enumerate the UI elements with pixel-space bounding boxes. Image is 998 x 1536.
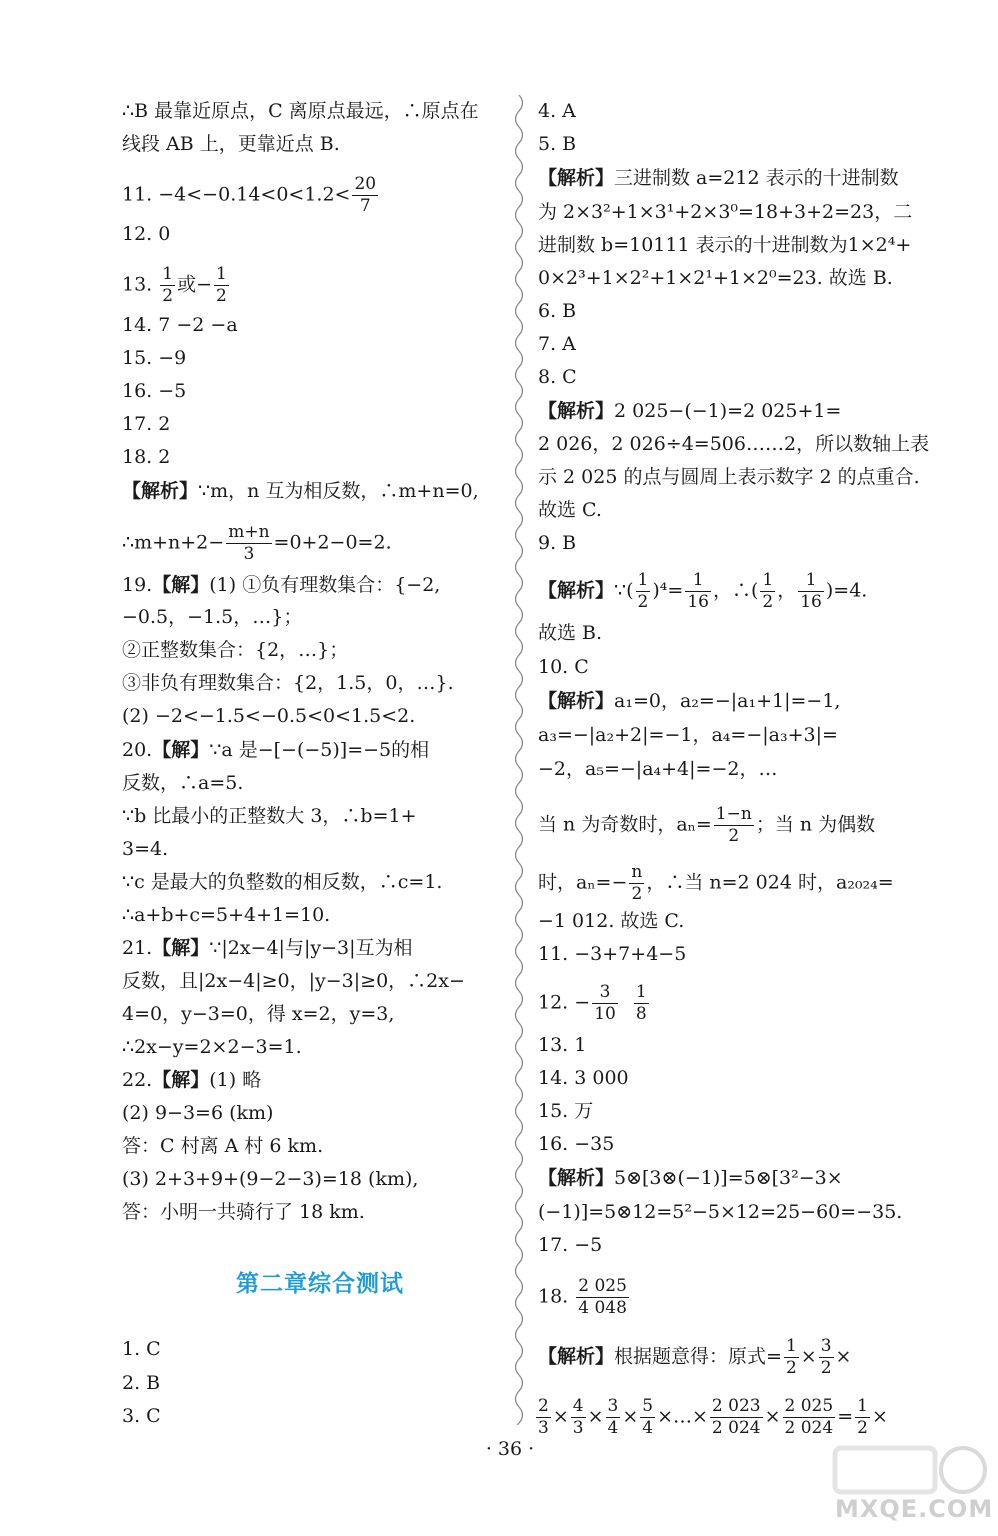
text-line xyxy=(534,1398,888,1437)
fraction xyxy=(606,1398,621,1437)
text-line: 答：小明一共骑行了 18 km. xyxy=(122,1201,365,1223)
numerator: 1 xyxy=(216,264,227,284)
fraction xyxy=(592,984,618,1023)
numerator: 2 023 xyxy=(711,1396,761,1416)
denominator: 2 xyxy=(637,592,649,612)
analysis-text: ∴m+n+2− xyxy=(122,531,225,554)
answer-4: 4. A xyxy=(538,100,576,122)
solution-tag: 【解】 xyxy=(152,937,210,959)
fraction xyxy=(685,572,711,611)
page-number: · 36 · xyxy=(485,1438,535,1460)
answer-number: 19. xyxy=(122,574,153,596)
answer-13 xyxy=(122,266,231,305)
numerator: 3 xyxy=(607,1396,619,1416)
denominator: 3 xyxy=(572,1418,584,1438)
answer-22 xyxy=(122,1067,261,1093)
fraction xyxy=(760,572,775,611)
text-line: ∴2x−y=2×2−3=1. xyxy=(122,1036,302,1058)
answer-text: 11. −4<−0.14<0<1.2< xyxy=(122,183,351,206)
analysis-text: 根据题意得：原式= xyxy=(614,1345,782,1368)
answer-12: 12. 0 xyxy=(122,223,171,245)
answer-13: 13. 1 xyxy=(538,1034,587,1056)
analysis-text: ， xyxy=(777,579,797,602)
answer-19 xyxy=(122,572,440,598)
analysis-tag: 【解析】 xyxy=(538,167,615,189)
answer-15: 15. −9 xyxy=(122,347,187,369)
numerator: 2 025 xyxy=(578,1276,627,1296)
analysis-tag: 【解析】 xyxy=(538,1345,615,1368)
fraction xyxy=(571,1398,586,1437)
denominator: 2 xyxy=(820,1358,832,1378)
numerator: 1 xyxy=(857,1396,868,1416)
fraction xyxy=(536,1398,551,1437)
numerator: 1 xyxy=(637,570,649,590)
fraction xyxy=(352,176,378,215)
text-line: ∵b 比最小的正整数大 3，∴b=1+ xyxy=(122,805,417,827)
numerator: 1 xyxy=(785,1336,797,1356)
text-line: −2，a₅=−|a₄+4|=−2，… xyxy=(538,758,778,780)
fraction xyxy=(634,984,649,1023)
operator: × xyxy=(800,1345,817,1368)
answer-7: 7. A xyxy=(538,333,576,355)
answer-text: ∵|2x−4|与|y−3|互为相 xyxy=(209,937,413,959)
answer-15: 15. 万 xyxy=(538,1100,594,1122)
answer-text: (1) ①负有理数集合：{−2, xyxy=(209,574,441,596)
numerator: 1 xyxy=(685,572,711,592)
analysis-text: ，∴( xyxy=(712,579,759,602)
text-line: ∴B 最靠近原点，C 离原点最远，∴原点在 xyxy=(122,100,479,122)
denominator: 8 xyxy=(635,1004,647,1024)
text-line xyxy=(538,864,894,903)
denominator: 16 xyxy=(687,592,709,612)
analysis-text: )⁴= xyxy=(652,579,684,602)
answer-text: 12. − xyxy=(538,991,591,1014)
text-line xyxy=(538,806,875,845)
denominator: 2 024 xyxy=(711,1418,761,1438)
answer-18-analysis-2 xyxy=(122,524,392,563)
text-line: (3) 2+3+9+(9−2−3)=18 (km), xyxy=(122,1168,419,1190)
fraction xyxy=(819,1338,834,1377)
analysis-text: 三进制数 a=212 表示的十进制数 xyxy=(614,167,899,189)
answer-5-analysis xyxy=(538,165,899,191)
chapter-title: 第二章综合测试 xyxy=(236,1271,404,1297)
chapter2-answer-1: 1. C xyxy=(122,1338,161,1360)
denominator: 2 xyxy=(162,286,174,306)
answer-text: ∵a 是−[−(−5)]=−5的相 xyxy=(209,739,430,761)
fraction xyxy=(783,1398,836,1437)
denominator: 7 xyxy=(359,196,371,216)
chapter2-answer-2: 2. B xyxy=(122,1372,161,1394)
text-line: ②正整数集合：{2，…}； xyxy=(122,639,349,661)
text-line: a₃=−|a₂+2|=−1，a₄=−|a₃+3|= xyxy=(538,724,838,746)
answer-18-analysis xyxy=(122,478,479,504)
denominator: 4 xyxy=(607,1418,619,1438)
denominator: 2 xyxy=(216,286,227,306)
text-line: 答：C 村离 A 村 6 km. xyxy=(122,1135,324,1157)
analysis-text: ∵m，n 互为相反数，∴m+n=0, xyxy=(198,480,479,502)
text-line: 0×2³+1×2²+1×2¹+1×2⁰=23. 故选 B. xyxy=(538,267,893,289)
answer-number: 13. xyxy=(122,273,153,296)
fraction xyxy=(214,266,229,305)
text-line: 3=4. xyxy=(122,838,169,860)
text-line: 反数，且|2x−4|≥0，|y−3|≥0，∴2x− xyxy=(122,970,465,992)
text-line: −0.5，−1.5，…}； xyxy=(122,606,303,628)
analysis-text: a₁=0，a₂=−|a₁+1|=−1, xyxy=(614,690,841,712)
column-divider xyxy=(508,95,530,1425)
text-line: 为 2×3²+1×3¹+2×3⁰=18+3+2=23，二 xyxy=(538,201,913,223)
fraction xyxy=(576,1278,629,1317)
numerator: 3 xyxy=(592,984,618,1004)
analysis-tag: 【解析】 xyxy=(122,480,199,502)
text-line: (2) 9−3=6 (km) xyxy=(122,1102,274,1124)
text-line: 故选 B. xyxy=(538,622,603,644)
numerator: 2 025 xyxy=(784,1396,834,1416)
text-line: 故选 C. xyxy=(538,499,602,521)
text-line: 示 2 025 的点与圆周上表示数字 2 的点重合. xyxy=(538,466,920,488)
answer-18 xyxy=(538,1278,631,1317)
answer-number: 22. xyxy=(122,1069,153,1091)
analysis-tag: 【解析】 xyxy=(538,1167,615,1189)
text-line: 线段 AB 上，更靠近点 B. xyxy=(122,133,340,155)
operator: × xyxy=(622,1405,639,1428)
text-line: 2 026，2 026÷4=506……2，所以数轴上表 xyxy=(538,433,930,455)
text-line: 进制数 b=10111 表示的十进制数为1×2⁴+ xyxy=(538,234,912,256)
numerator: n xyxy=(631,862,643,882)
fraction xyxy=(714,806,754,845)
answer-8: 8. C xyxy=(538,366,577,388)
watermark-text: MXQE.COM xyxy=(835,1495,994,1523)
fraction xyxy=(855,1398,870,1437)
answer-14: 14. 3 000 xyxy=(538,1067,629,1089)
answer-12 xyxy=(538,984,651,1023)
fraction xyxy=(160,266,175,305)
answer-11: 11. −3+7+4−5 xyxy=(538,943,687,965)
numerator: 1 xyxy=(162,264,174,284)
denominator: 2 xyxy=(728,826,740,846)
denominator: 3 xyxy=(243,544,255,564)
solution-tag: 【解】 xyxy=(152,574,210,596)
analysis-text: =0+2−0=2. xyxy=(273,531,392,554)
analysis-text: ，∴当 n=2 024 时，a₂₀₂₄= xyxy=(646,871,894,894)
answer-14: 14. 7 −2 −a xyxy=(122,314,238,336)
denominator: 2 xyxy=(857,1418,868,1438)
operator: × xyxy=(552,1405,569,1428)
numerator: 1 xyxy=(798,572,824,592)
answer-10: 10. C xyxy=(538,656,589,678)
denominator: 4 048 xyxy=(578,1298,627,1318)
denominator: 2 024 xyxy=(784,1418,834,1438)
analysis-text: 时，aₙ=− xyxy=(538,871,628,894)
text-line: ∵c 是最大的负整数的相反数，∴c=1. xyxy=(122,871,443,893)
chapter2-answer-3: 3. C xyxy=(122,1405,161,1427)
answer-18-analysis xyxy=(538,1338,851,1377)
solution-tag: 【解】 xyxy=(152,739,210,761)
answer-20 xyxy=(122,737,429,763)
answer-number: 20. xyxy=(122,739,153,761)
analysis-text: ；当 n 为偶数 xyxy=(755,813,876,836)
fraction xyxy=(798,572,824,611)
analysis-tag: 【解析】 xyxy=(538,400,615,422)
denominator: 3 xyxy=(538,1418,549,1438)
fraction xyxy=(710,1398,763,1437)
operator: × xyxy=(764,1405,781,1428)
text-line: (2) −2<−1.5<−0.5<0<1.5<2. xyxy=(122,705,416,727)
numerator: m+n xyxy=(228,522,270,542)
analysis-text: 2 025−(−1)=2 025+1= xyxy=(614,400,842,422)
numerator: 1 xyxy=(635,982,647,1002)
answer-6: 6. B xyxy=(538,300,577,322)
analysis-tag: 【解析】 xyxy=(538,579,615,602)
numerator: 1 xyxy=(762,570,774,590)
text-line: ∴a+b+c=5+4+1=10. xyxy=(122,904,331,926)
answer-16: 16. −35 xyxy=(538,1133,615,1155)
numerator: 4 xyxy=(572,1396,584,1416)
operator: × xyxy=(871,1405,888,1428)
analysis-tag: 【解析】 xyxy=(538,690,615,712)
text-line: (−1)]=5⊗12=5²−5×12=25−60=−35. xyxy=(538,1201,903,1223)
denominator: 16 xyxy=(800,592,822,612)
analysis-text: 当 n 为奇数时，aₙ= xyxy=(538,813,712,836)
answer-text: (1) 略 xyxy=(209,1069,262,1091)
text-line: ③非负有理数集合：{2，1.5，0，…}. xyxy=(122,672,454,694)
answer-8-analysis xyxy=(538,398,841,424)
answer-5: 5. B xyxy=(538,133,577,155)
answer-11 xyxy=(122,176,380,215)
denominator: 10 xyxy=(594,1004,616,1024)
answer-9: 9. B xyxy=(538,532,577,554)
text-line: 4=0，y−3=0，得 x=2，y=3, xyxy=(122,1003,395,1025)
analysis-text: )=4. xyxy=(825,579,868,602)
text-line: −1 012. 故选 C. xyxy=(538,910,685,932)
answer-17: 17. −5 xyxy=(538,1234,603,1256)
operator: × xyxy=(835,1345,852,1368)
analysis-text: 5⊗[3⊗(−1)]=5⊗[3²−3× xyxy=(614,1167,843,1189)
fraction xyxy=(226,524,271,563)
fraction xyxy=(629,864,644,903)
answer-21 xyxy=(122,935,412,961)
answer-text: 或− xyxy=(177,273,213,296)
numerator: 2 xyxy=(538,1396,549,1416)
denominator: 2 xyxy=(785,1358,797,1378)
answer-number: 21. xyxy=(122,937,153,959)
numerator: 20 xyxy=(354,174,377,194)
fraction xyxy=(636,572,651,611)
operator: × xyxy=(587,1405,604,1428)
analysis-text: ∵( xyxy=(614,579,634,602)
fraction xyxy=(640,1398,655,1437)
answer-number: 18. xyxy=(538,1285,569,1308)
numerator: 3 xyxy=(820,1336,832,1356)
numerator: 1−n xyxy=(715,804,752,824)
answer-18: 18. 2 xyxy=(122,446,171,468)
denominator: 2 xyxy=(631,884,643,904)
answer-10-analysis xyxy=(538,688,840,714)
text-line: 反数，∴a=5. xyxy=(122,772,244,794)
answer-9-analysis xyxy=(538,572,867,611)
denominator: 4 xyxy=(642,1418,654,1438)
solution-tag: 【解】 xyxy=(152,1069,210,1091)
answer-16: 16. −5 xyxy=(122,380,187,402)
denominator: 2 xyxy=(762,592,774,612)
numerator: 5 xyxy=(642,1396,654,1416)
operator: ×…× xyxy=(657,1405,708,1428)
answer-17: 17. 2 xyxy=(122,413,171,435)
fraction xyxy=(784,1338,799,1377)
operator: = xyxy=(837,1405,854,1428)
answer-16-analysis xyxy=(538,1165,843,1191)
